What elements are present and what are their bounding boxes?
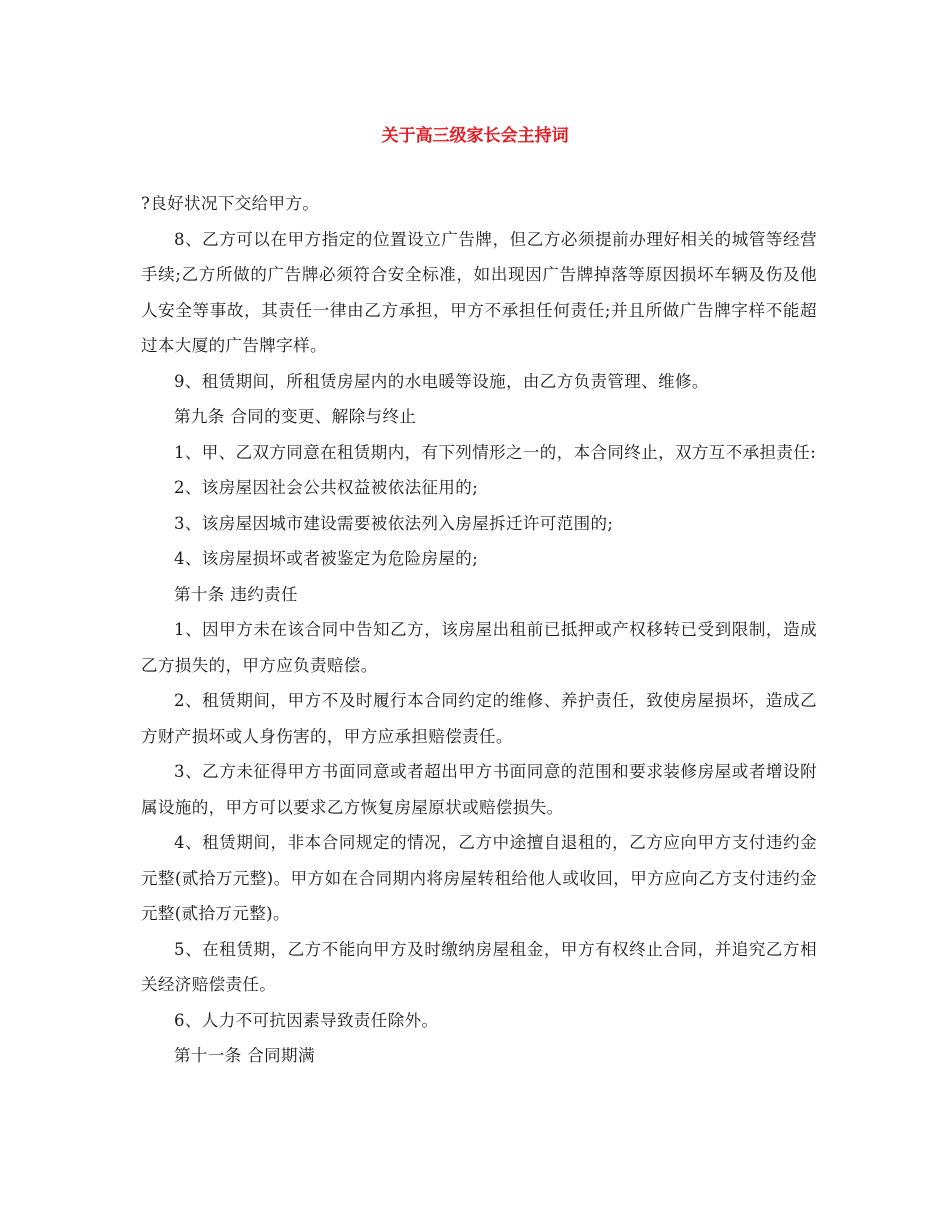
paragraph: 3、乙方未征得甲方书面同意或者超出甲方书面同意的范围和要求装修房屋或者增设附属设施的，甲方可以要求乙方恢复房屋原状或赔偿损失。: [141, 762, 817, 817]
section-heading: 第十一条 合同期满: [174, 1046, 315, 1065]
paragraph: 8、乙方可以在甲方指定的位置设立广告牌，但乙方必须提前办理好相关的城管等经营手续;乙方所做的广告牌必须符合安全标准，如出现因广告牌掉落等原因损坏车辆及伤及他人安全等事故，其责任一律由乙方承担，甲方不承担任何责任;并且所做广告牌字样不能超过本大厦的广告牌字样。: [141, 229, 817, 355]
section-heading: 第十条 违约责任: [174, 584, 298, 604]
section-heading: 第九条 合同的变更、解除与终止: [174, 407, 417, 426]
paragraph: ?良好状况下交给甲方。: [141, 194, 320, 213]
paragraph: 5、在租赁期，乙方不能向甲方及时缴纳房屋租金，甲方有权终止合同，并追究乙方相关经济赔偿责任。: [141, 939, 817, 994]
paragraph: 2、租赁期间，甲方不及时履行本合同约定的维修、养护责任，致使房屋损坏，造成乙方财产损坏或人身伤害的，甲方应承担赔偿责任。: [141, 691, 817, 746]
paragraph: 1、甲、乙双方同意在租赁期内，有下列情形之一的，本合同终止，双方互不承担责任:: [174, 442, 817, 462]
paragraph: 4、租赁期间，非本合同规定的情况，乙方中途擅自退租的，乙方应向甲方支付违约金 元整(贰拾万元整)。甲方如在合同期内将房屋转租给他人或收回，甲方应向乙方支付违约金 元整(贰拾万元整)。: [141, 833, 817, 923]
paragraph: 3、该房屋因城市建设需要被依法列入房屋拆迁许可范围的;: [174, 513, 614, 533]
paragraph: 6、人力不可抗因素导致责任除外。: [174, 1010, 439, 1030]
paragraph: 1、因甲方未在该合同中告知乙方，该房屋出租前已抵押或产权移转已受到限制，造成乙方损失的，甲方应负责赔偿。: [141, 620, 817, 675]
document-body: [141, 186, 817, 1074]
paragraph: 4、该房屋损坏或者被鉴定为危险房屋的;: [174, 549, 479, 568]
paragraph: 2、该房屋因社会公共权益被依法征用的;: [174, 478, 479, 497]
paragraph: 9、租赁期间，所租赁房屋内的水电暖等设施，由乙方负责管理、维修。: [174, 371, 709, 391]
document-title: 关于高三级家长会主持词: [381, 126, 569, 146]
